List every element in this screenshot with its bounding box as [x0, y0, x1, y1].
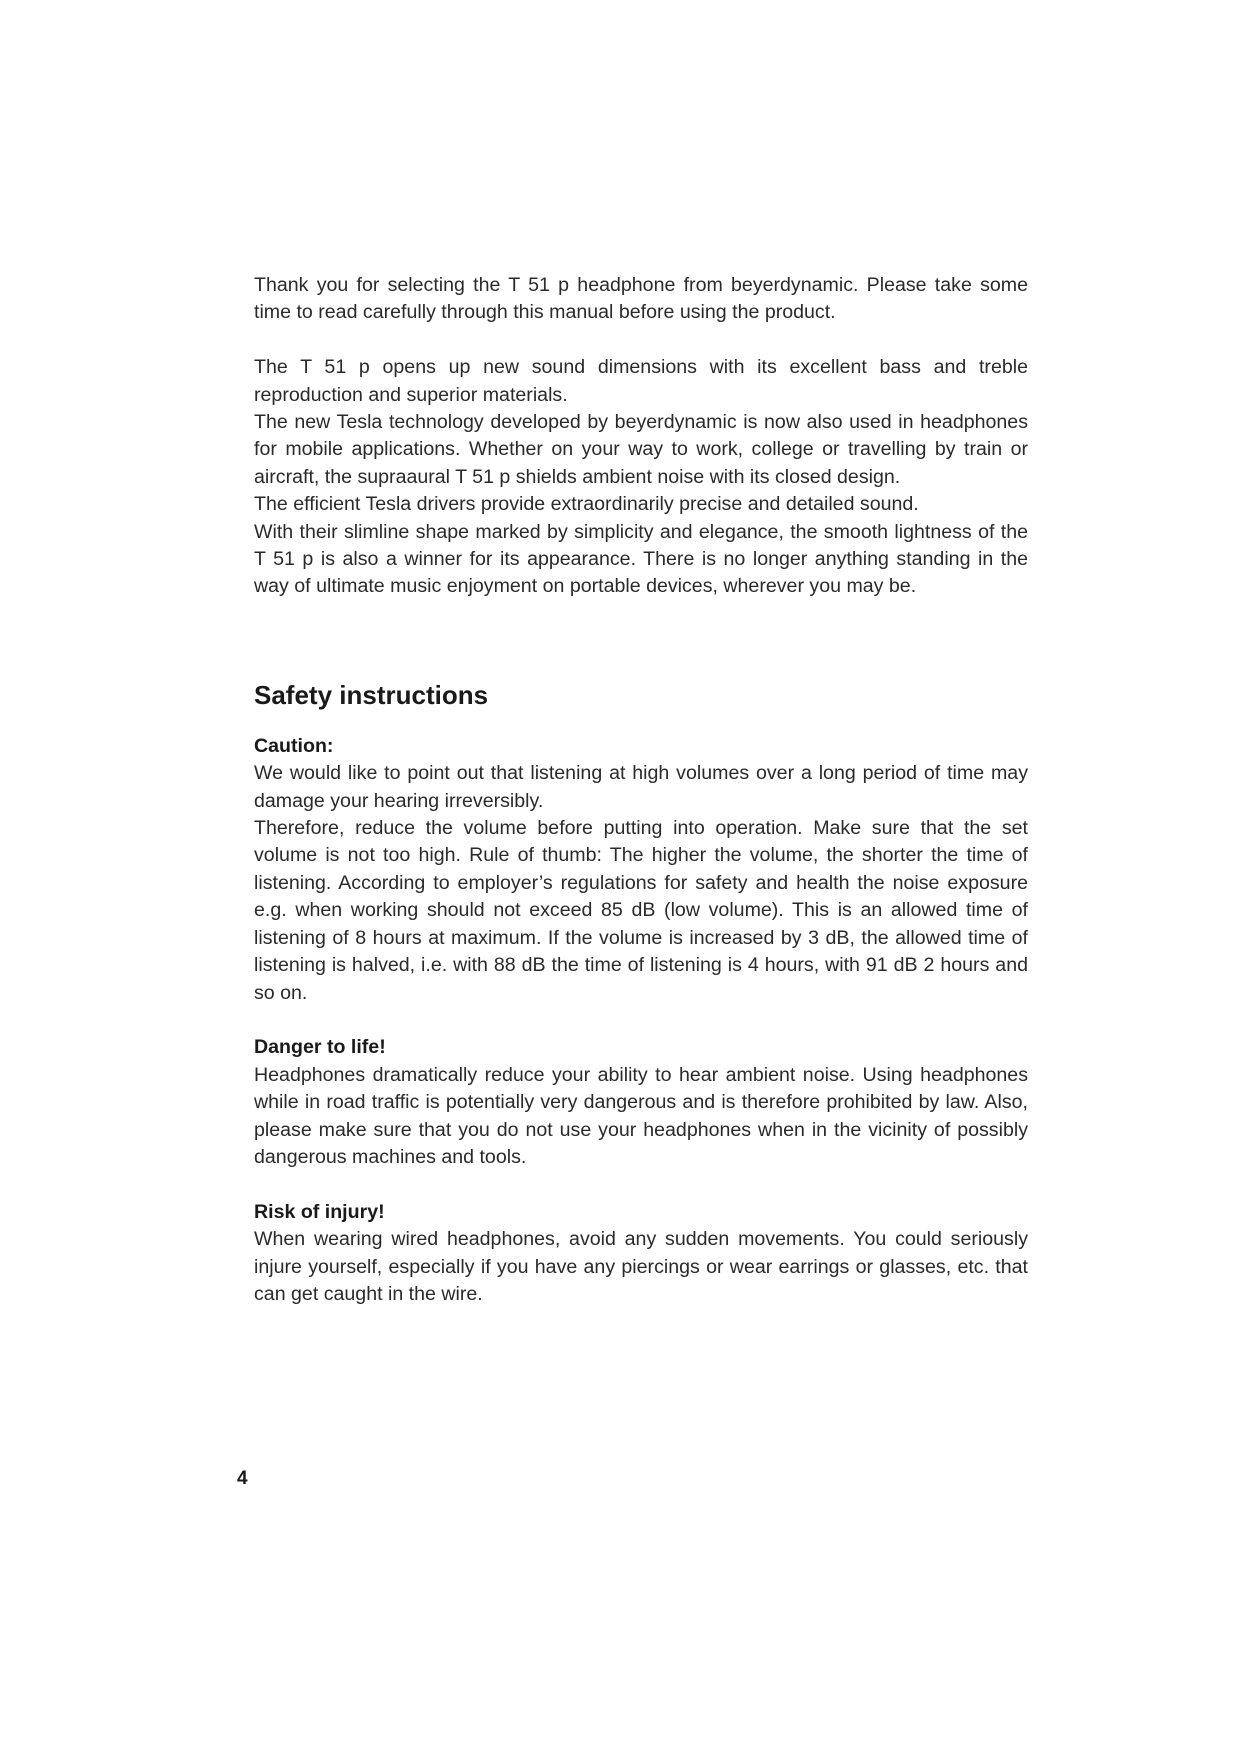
- intro-paragraph-sound: The T 51 p opens up new sound dimensions with its excellent bass and treble reproduction and superior materials.: [254, 356, 1028, 406]
- paragraph-gap: [254, 1007, 1028, 1034]
- intro-paragraph-design: With their slimline shape marked by simplicity and elegance, the smooth lightness of the T 51 p is also a winner for its appearance. There is no longer anything standing in the way of ultimate music enjoyment on portable devices, wherever you may be.: [254, 520, 1028, 598]
- page-content: [254, 272, 1028, 1308]
- intro-paragraph-drivers: The efficient Tesla drivers provide extraordinarily precise and detailed sound.: [254, 493, 919, 516]
- paragraph-gap: [254, 1171, 1028, 1198]
- intro-paragraph-thanks: Thank you for selecting the T 51 p headphone from beyerdynamic. Please take some time to read carefully through this manual before using the product.: [254, 274, 1028, 324]
- section-title-safety: Safety instructions: [254, 679, 489, 710]
- intro-paragraph-tesla: The new Tesla technology developed by beyerdynamic is now also used in headphones for mobile applications. Whether on your way to work, college or travelling by train or aircraft, the supraaural T 51 p shields ambient noise with its closed design.: [254, 411, 1028, 488]
- danger-heading: Danger to life!: [254, 1036, 386, 1059]
- caution-paragraph-hearing: We would like to point out that listening at high volumes over a long period of time may damage your hearing irreversibly.: [254, 762, 1028, 812]
- page-number: 4: [237, 1468, 248, 1489]
- caution-paragraph-volume: Therefore, reduce the volume before putting into operation. Make sure that the set volume is not too high. Rule of thumb: The higher the volume, the shorter the time of listening. According to employer’s regulations for safety and health the noise exposure e.g. when working should not exceed 85 dB (low volume). This is an allowed time of listening of 8 hours at maximum. If the volume is increased by 3 dB, the allowed time of listening is halved, i.e. with 88 dB the time of listening is 4 hours, with 91 dB 2 hours and so on.: [254, 817, 1028, 1004]
- paragraph-gap: [254, 327, 1028, 354]
- danger-paragraph: Headphones dramatically reduce your ability to hear ambient noise. Using headphones while in road traffic is potentially very dangerous and is therefore prohibited by law. Also, please make sure that you do not use your headphones when in the vicinity of possibly dangerous machines and tools.: [254, 1063, 1028, 1168]
- injury-paragraph: When wearing wired headphones, avoid any sudden movements. You could seriously injure yourself, especially if you have any piercings or wear earrings or glasses, etc. that can get caught in the wire.: [254, 1228, 1028, 1305]
- injury-heading: Risk of injury!: [254, 1200, 385, 1223]
- caution-heading: Caution:: [254, 734, 334, 757]
